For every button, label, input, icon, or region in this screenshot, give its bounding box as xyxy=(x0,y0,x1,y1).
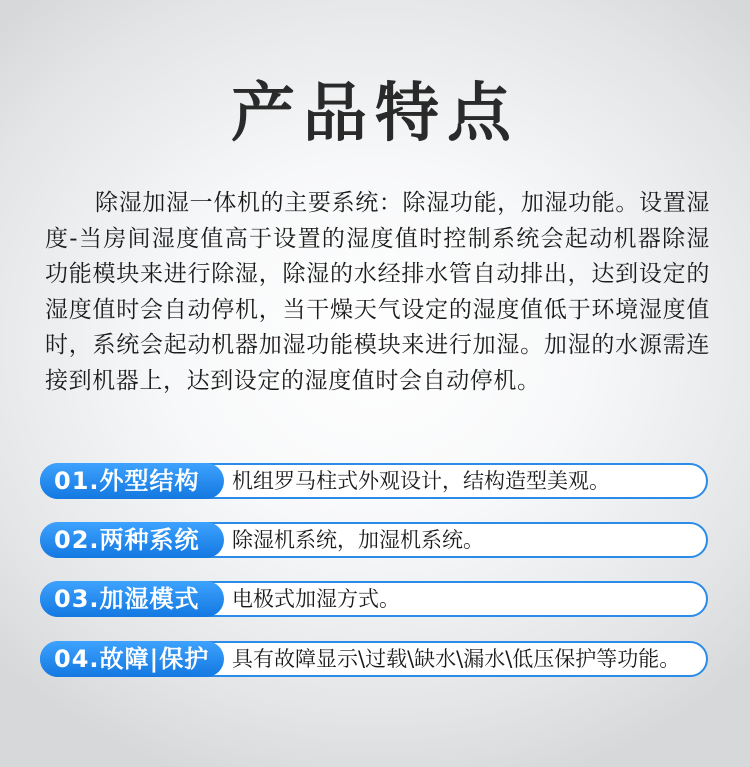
feature-item-fault-protection xyxy=(40,641,708,677)
feature-tag: 04.故障|保护 xyxy=(40,641,224,677)
feature-desc: 除湿机系统，加湿机系统。 xyxy=(232,528,484,552)
feature-item-appearance xyxy=(40,463,708,499)
feature-tag: 03.加湿模式 xyxy=(40,581,224,617)
feature-tag: 02.两种系统 xyxy=(40,522,224,558)
feature-desc: 具有故障显示\过载\缺水\漏水\低压保护等功能。 xyxy=(232,647,681,671)
feature-tag: 01.外型结构 xyxy=(40,463,224,499)
feature-desc: 机组罗马柱式外观设计，结构造型美观。 xyxy=(232,469,610,493)
intro-paragraph xyxy=(45,186,710,399)
intro-text: 除湿加湿一体机的主要系统：除湿功能，加湿功能。设置湿度-当房间湿度值高于设置的湿度值时控制系统会起动机器除湿功能模块来进行除湿，除湿的水经排水管自动排出，达到设定的湿度值时会自动停机，当干燥天气设定的湿度值低于环境湿度值时，系统会起动机器加湿功能模块来进行加湿。加湿的水源需连接到机器上，达到设定的湿度值时会自动停机。 xyxy=(45,190,710,394)
feature-desc: 电极式加湿方式。 xyxy=(232,587,400,611)
page-title: 产品特点 xyxy=(231,77,519,151)
feature-item-systems xyxy=(40,522,708,558)
feature-item-humidify-mode xyxy=(40,581,708,617)
